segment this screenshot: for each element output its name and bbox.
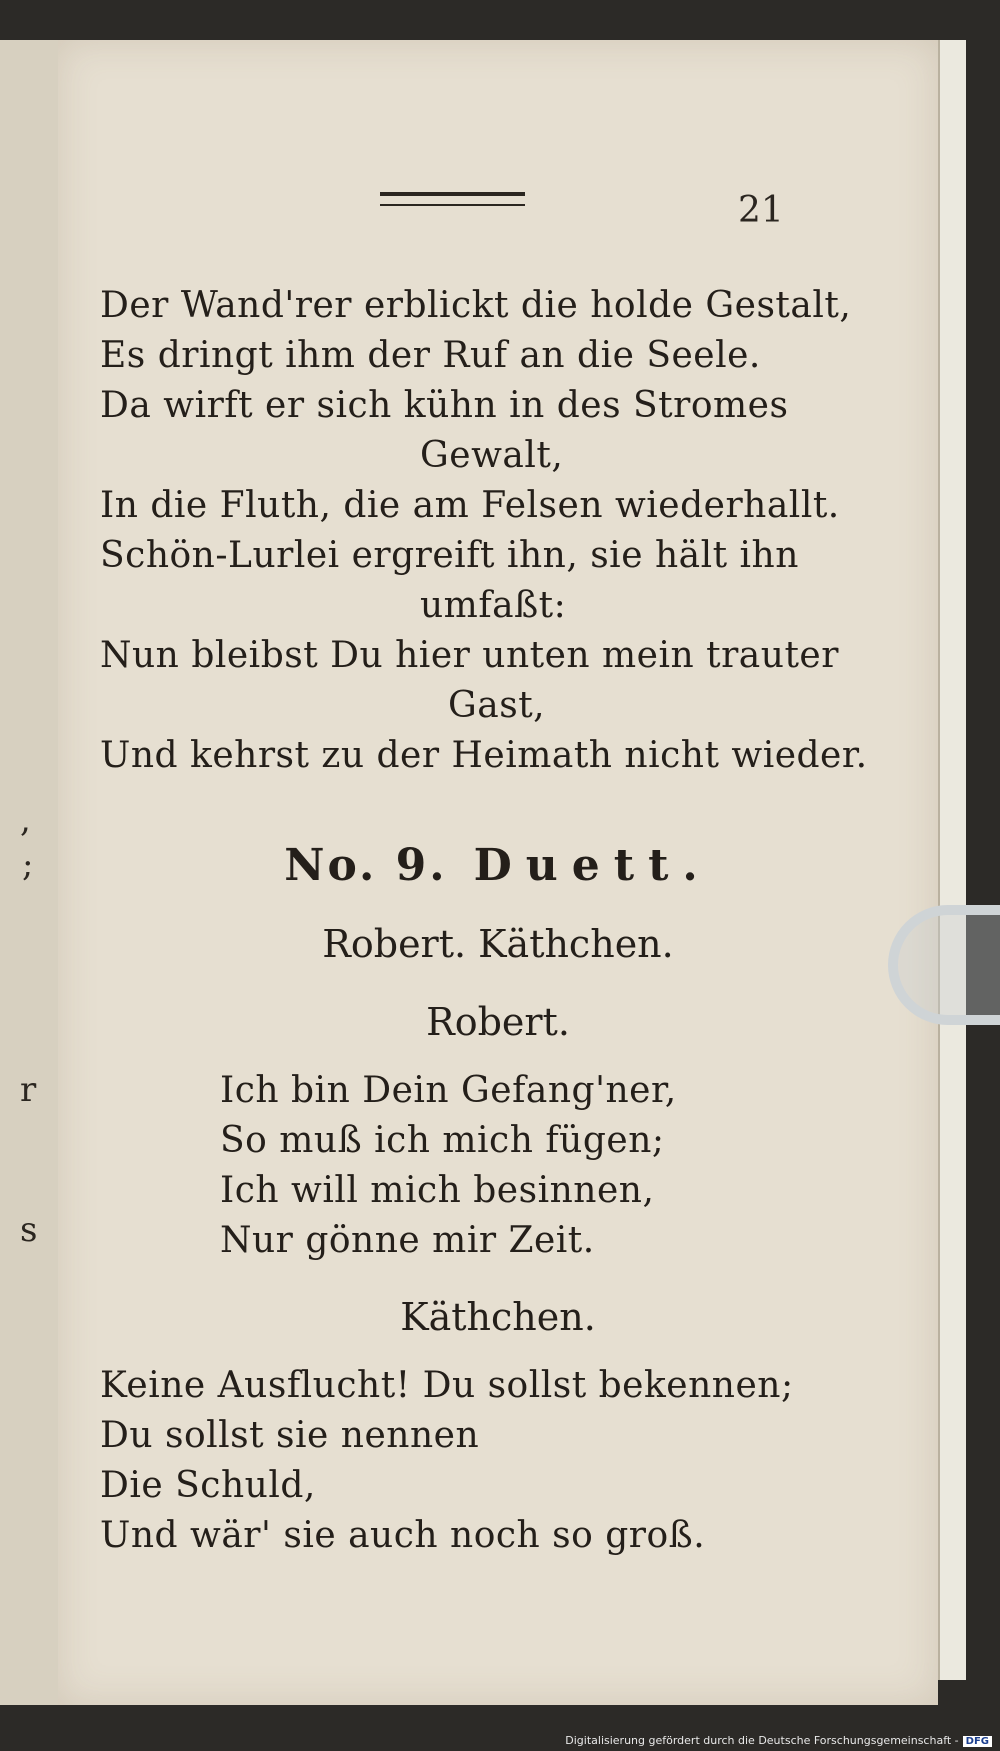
section-heading <box>58 840 938 891</box>
verse-line: Es dringt ihm der Ruf an die Seele. <box>100 335 761 376</box>
verse-line: Gast, <box>448 685 546 726</box>
left-page-mark: s <box>20 1210 38 1250</box>
lyric-line: Ich bin Dein Gefang'ner, <box>220 1070 677 1111</box>
left-page-mark: , <box>20 800 31 840</box>
page-clip <box>888 905 1000 1025</box>
verse-line: Der Wand'rer erblickt die holde Gestalt, <box>100 285 852 326</box>
left-page-mark: r <box>20 1070 37 1110</box>
verse-line: Da wirft er sich kühn in des Stromes <box>100 385 789 426</box>
lyric-line: Du sollst sie nennen <box>100 1415 480 1456</box>
character-list: Robert. Käthchen. <box>322 922 674 966</box>
digitization-credit <box>565 1734 992 1747</box>
lyric-line: Die Schuld, <box>100 1465 316 1506</box>
verse-line: Gewalt, <box>420 435 564 476</box>
left-page-mark: ; <box>22 845 34 885</box>
page-stack-edge <box>938 40 966 1680</box>
verse-line: Schön-Lurlei ergreift ihn, sie hält ihn <box>100 535 799 576</box>
lyric-line: So muß ich mich fügen; <box>220 1120 665 1161</box>
left-page-edge <box>0 40 61 1705</box>
verse-line: Und kehrst zu der Heimath nicht wieder. <box>100 735 868 776</box>
verse-line: In die Fluth, die am Felsen wiederhallt. <box>100 485 840 526</box>
speaker-name: Robert. <box>426 1000 570 1044</box>
book-page <box>58 40 938 1705</box>
verse-line: umfaßt: <box>420 585 567 626</box>
section-title: Duett. <box>473 840 712 891</box>
speaker-name: Käthchen. <box>400 1295 596 1339</box>
section-number: No. 9. <box>284 840 448 891</box>
page-number: 21 <box>738 190 784 231</box>
lyric-line: Keine Ausflucht! Du sollst bekennen; <box>100 1365 794 1406</box>
credit-text: Digitalisierung gefördert durch die Deutsche Forschungsgemeinschaft - <box>565 1734 959 1747</box>
lyric-line: Ich will mich besinnen, <box>220 1170 655 1211</box>
dfg-logo: DFG <box>963 1736 992 1747</box>
lyric-line: Nur gönne mir Zeit. <box>220 1220 595 1261</box>
verse-line: Nun bleibst Du hier unten mein trauter <box>100 635 839 676</box>
header-rule <box>380 192 525 206</box>
lyric-line: Und wär' sie auch noch so groß. <box>100 1515 706 1556</box>
